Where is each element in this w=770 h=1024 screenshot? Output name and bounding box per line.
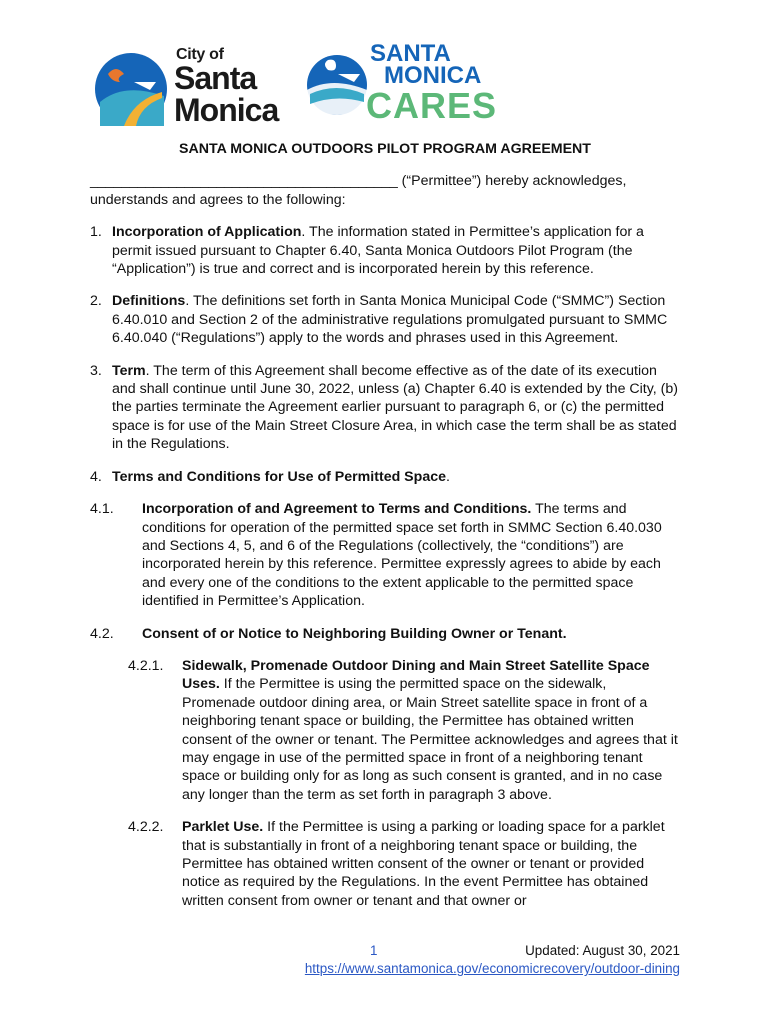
section-heading: Incorporation of and Agreement to Terms and Conditions. (142, 501, 532, 518)
section-number: 4. (90, 468, 102, 485)
section-text: . The information stated in Permittee’s application for a permit issued pursuant to Chapter 6.40, Santa Monica Outdoors Pilot Program (the “Application”) is true and correct and is incorporated herein by this reference. (112, 224, 644, 278)
logo-santa: Santa (174, 60, 257, 96)
santa-monica-cares-logo (300, 40, 510, 130)
intro-paragraph: _______________________________________ (“Permittee”) hereby acknowledges, understands and agrees to the following: (90, 173, 627, 208)
section-heading: Incorporation of Application (112, 224, 302, 241)
logo-monica: Monica (174, 92, 279, 128)
section-text: The terms and conditions for operation of the permitted space set forth in SMMC Section 6.40.030 and Sections 4, 5, and 6 of the Regulations (collectively, the “conditions”) are incorporated herein by this reference. Permittee expressly agrees to abide by each and every one of the conditions to the extent applicable to the permitted space identified in Permittee’s Application. (142, 501, 662, 610)
page-number: 1 (370, 943, 378, 958)
section-heading: Definitions (112, 293, 186, 310)
section-number: 4.2. (90, 625, 114, 642)
section-heading: Consent of or Notice to Neighboring Building Owner or Tenant. (142, 625, 567, 642)
section-number: 2. (90, 293, 102, 310)
footer-link[interactable]: https://www.santamonica.gov/economicrecovery/outdoor-dining (304, 961, 680, 976)
section-3 (90, 362, 680, 454)
section-number: 4.1. (90, 501, 114, 518)
section-number: 4.2.1. (128, 657, 164, 674)
section-heading: Parklet Use. (182, 819, 264, 836)
section-4 (90, 468, 680, 486)
cares-logo-santa: SANTA (370, 40, 451, 67)
section-heading: Sidewalk, Promenade Outdoor Dining and Main Street Satellite Space Uses. (182, 657, 650, 693)
header-logos (94, 40, 514, 130)
section-4-2-1 (90, 657, 680, 804)
section-1 (90, 223, 680, 278)
document-body (90, 140, 680, 924)
document-title: SANTA MONICA OUTDOORS PILOT PROGRAM AGREEMENT (179, 141, 591, 157)
section-text: . The definitions set forth in Santa Monica Municipal Code (“SMMC”) Section 6.40.010 and Section 2 of the administrative regulations promulgated pursuant to SMMC 6.40.040 (“Regulations”) apply to the words and phrases used in this Agreement. (112, 293, 668, 347)
section-2 (90, 292, 680, 347)
city-emblem-icon (94, 52, 168, 126)
cares-logo-cares: CARES (366, 85, 498, 126)
section-text: If the Permittee is using a parking or loading space for a parklet that is substantially in front of a neighboring tenant space or building, the Permittee has obtained written consent of the owner or tenant or provided notice as required by the Regulations. In the event Permittee has obtained written consent from owner or tenant and that owner or (182, 819, 665, 909)
section-number: 3. (90, 362, 102, 379)
section-number: 4.2.2. (128, 819, 164, 836)
section-text: If the Permittee is using the permitted space on the sidewalk, Promenade outdoor dining area, or Main Street satellite space in front of a neighboring tenant space or building, the Permittee has obtained written consent of the owner or tenant. The Permittee acknowledges and agrees that it may engage in use of the permitted space in front of a neighboring tenant space or building only for as long as such consent is granted, and in no case any longer than the term as set forth in paragraph 3 above. (182, 676, 678, 803)
section-4-2 (90, 625, 680, 643)
section-text: . (446, 468, 450, 485)
updated-date: Updated: August 30, 2021 (525, 943, 680, 958)
section-4-1 (90, 500, 680, 610)
cares-emblem-icon (302, 50, 372, 120)
cares-logo-monica: MONICA (384, 62, 482, 89)
city-of-santa-monica-logo (94, 40, 294, 130)
logo-city-of: City of (176, 46, 224, 63)
section-text: . The term of this Agreement shall become effective as of the date of its execution and shall continue until June 30, 2022, unless (a) Chapter 6.40 is extended by the City, (b) the parties terminate the Agreement earlier pursuant to paragraph 6, or (c) the permitted space is for use of the Main Street Closure Area, in which case the term shall be as stated in the Regulations. (112, 362, 679, 453)
section-heading: Terms and Conditions for Use of Permitted Space (112, 468, 446, 485)
section-heading: Term (112, 362, 146, 379)
section-number: 1. (90, 224, 102, 241)
section-4-2-2 (90, 818, 680, 910)
